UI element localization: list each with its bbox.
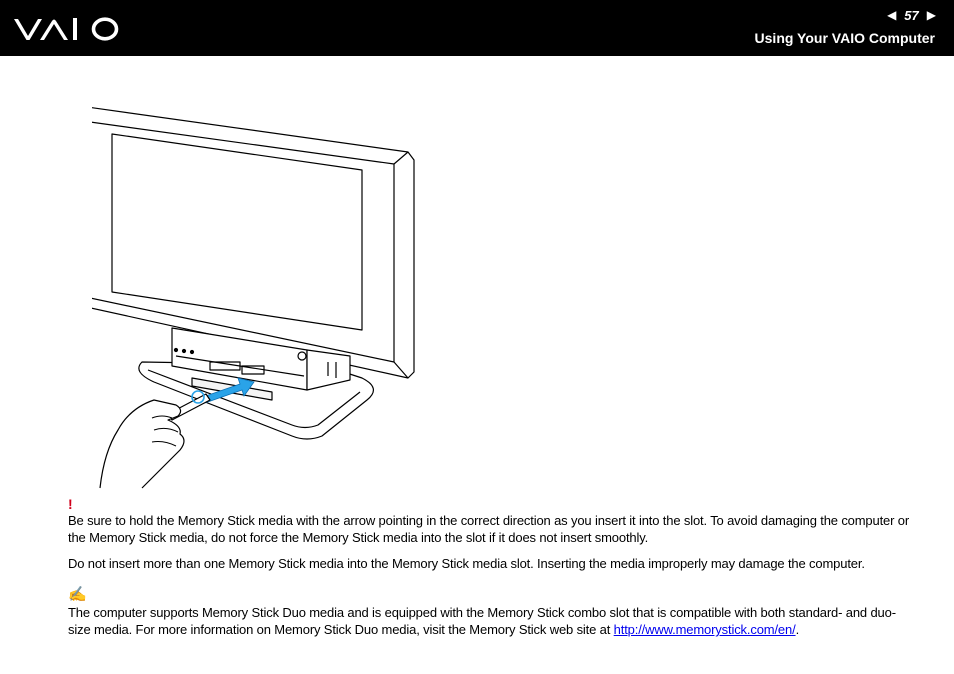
- page-number: 57: [904, 7, 919, 23]
- triangle-left-icon[interactable]: ◀: [887, 8, 897, 22]
- warning-icon: !: [68, 496, 73, 512]
- triangle-right-icon[interactable]: ▶: [926, 8, 936, 22]
- pencil-note-icon: ✍: [68, 586, 87, 603]
- note-paragraph: [68, 604, 918, 638]
- content-text: [68, 497, 918, 638]
- vaio-logo: [14, 14, 120, 42]
- page-navigation: [887, 7, 936, 23]
- section-title: Using Your VAIO Computer: [754, 30, 935, 46]
- warning-paragraph-2: Do not insert more than one Memory Stick media into the Memory Stick media slot. Inserting the media improperly may damage the computer.: [68, 556, 865, 571]
- note-text-end: .: [795, 622, 800, 637]
- page-header: [0, 0, 954, 56]
- note-text: The computer supports Memory Stick Duo media and is equipped with the Memory Stick combo slot that is compatible with both standard- and duo-size media. For more information on Memory Stick Duo media, visit the Memory Stick web site at: [68, 605, 896, 637]
- monitor-memory-stick-insert-illustration: [92, 100, 422, 492]
- memorystick-link[interactable]: http://www.memorystick.com/en/: [613, 622, 796, 637]
- warning-paragraph-1: Be sure to hold the Memory Stick media with the arrow pointing in the correct direction as you insert it into the slot. To avoid damaging the computer or the Memory Stick media, do not force the Memory Stick media into the slot if it does not insert smoothly.: [68, 513, 910, 545]
